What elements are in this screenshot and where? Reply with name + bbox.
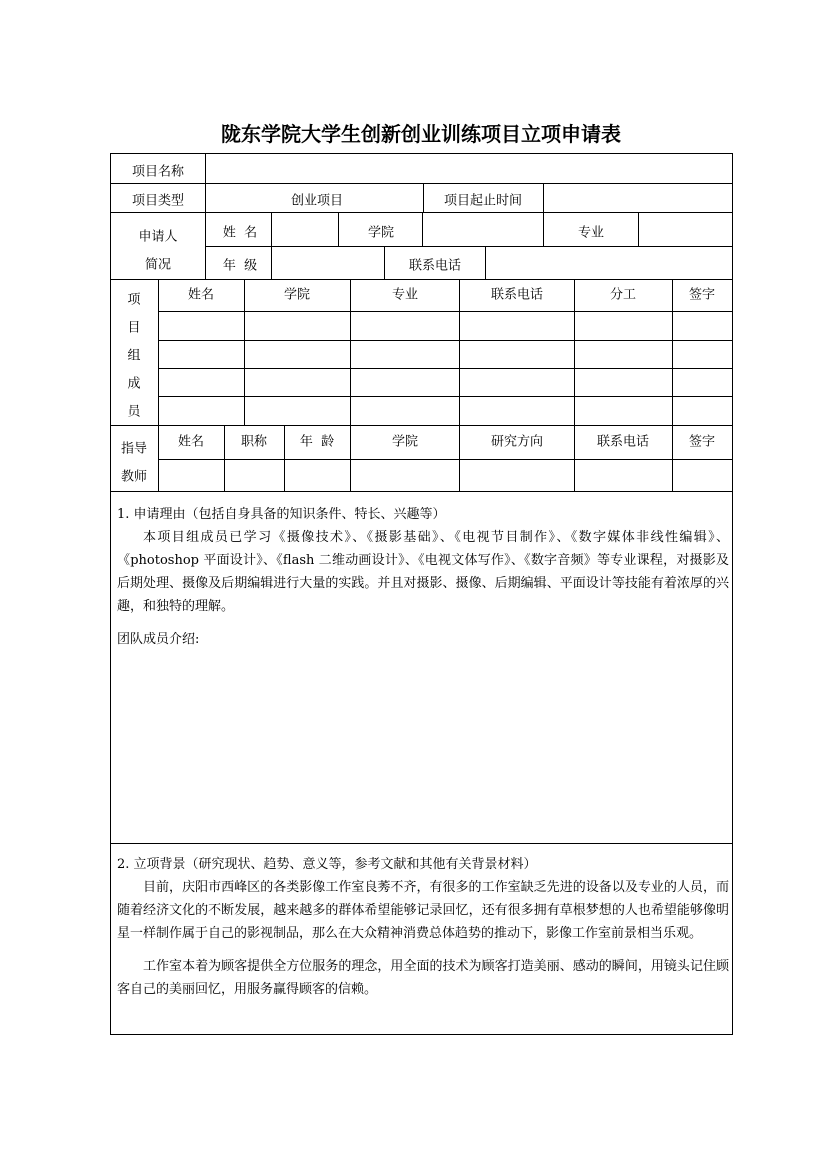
col-divider <box>459 425 460 491</box>
row-divider <box>110 425 733 426</box>
project-name-label: 项目名称 <box>131 164 185 180</box>
col-divider <box>350 425 351 491</box>
section2-para1: 目前，庆阳市西峰区的各类影像工作室良莠不齐，有很多的工作室缺乏先进的设备以及专业的人员，而随着经济文化的不断发展，越来越多的群体希望能够记录回忆，还有很多拥有草根梦想的人也希望能够像明星一样制作属于自己的影视制品，那么在大众精神消费总体趋势的推动下，影像工作室前景相当乐观。 <box>117 880 729 941</box>
col-divider <box>205 153 206 279</box>
members-header-phone: 联系电话 <box>490 287 544 303</box>
row-divider <box>110 183 733 184</box>
col-divider <box>271 246 272 279</box>
col-divider <box>158 425 159 491</box>
table-border-right <box>732 153 733 1035</box>
col-divider <box>543 212 544 246</box>
form-title: 陇东学院大学生创新创业训练项目立项申请表 <box>221 122 621 146</box>
members-header-signature: 签字 <box>688 287 716 303</box>
table-border-left <box>110 153 111 1035</box>
section2-para2: 工作室本着为顾客提供全方位服务的理念，用全面的技术为顾客打造美丽、感动的瞬间，用镜头记住顾客自己的美丽回忆，用服务赢得顾客的信赖。 <box>117 959 729 997</box>
section1-heading: 1. 申请理由（包括自身具备的知识条件、特长、兴趣等） <box>117 507 446 522</box>
col-divider <box>158 279 159 425</box>
advisor-header-name: 姓名 <box>177 434 205 450</box>
project-type-label: 项目类型 <box>131 193 185 209</box>
members-side-label: 员 <box>127 404 141 420</box>
team-intro-label: 团队成员介绍: <box>117 632 200 647</box>
col-divider <box>384 246 385 279</box>
col-divider <box>224 425 225 491</box>
members-side-label: 项 <box>127 292 141 308</box>
advisor-header-age: 年 龄 <box>299 434 335 450</box>
row-divider <box>158 459 733 460</box>
applicant-major-label: 专业 <box>577 225 605 241</box>
col-divider <box>543 183 544 212</box>
advisor-header-title: 职称 <box>240 434 268 450</box>
col-divider <box>284 425 285 491</box>
applicant-college-label: 学院 <box>367 225 395 241</box>
col-divider <box>485 246 486 279</box>
col-divider <box>574 425 575 491</box>
col-divider <box>271 212 272 246</box>
members-side-label: 成 <box>127 376 141 392</box>
members-header-name: 姓名 <box>187 287 215 303</box>
applicant-label-line1: 申请人 <box>138 229 178 245</box>
project-background-section <box>117 853 729 1001</box>
col-divider <box>459 279 460 425</box>
section2-heading: 2. 立项背景（研究现状、趋势、意义等，参考文献和其他有关背景材料） <box>117 857 537 872</box>
members-side-label: 目 <box>127 320 141 336</box>
project-name-field[interactable] <box>208 155 728 181</box>
applicant-name-label: 姓 名 <box>222 225 258 241</box>
col-divider <box>423 183 424 212</box>
applicant-phone-label: 联系电话 <box>408 258 462 274</box>
table-border-top <box>110 153 733 154</box>
row-divider <box>110 491 733 492</box>
advisor-header-phone: 联系电话 <box>596 434 650 450</box>
col-divider <box>638 212 639 246</box>
advisor-header-college: 学院 <box>391 434 419 450</box>
application-reason-section <box>117 503 729 651</box>
applicant-label-line2: 简况 <box>144 257 172 273</box>
col-divider <box>574 279 575 425</box>
members-side-label: 组 <box>127 348 141 364</box>
table-border-bottom <box>110 1034 733 1035</box>
advisor-label-line2: 教师 <box>120 469 148 485</box>
applicant-grade-label: 年 级 <box>222 258 258 274</box>
col-divider <box>338 212 339 246</box>
col-divider <box>672 425 673 491</box>
row-divider <box>110 843 733 844</box>
members-header-major: 专业 <box>391 287 419 303</box>
section1-body: 本项目组成员已学习《摄像技术》、《摄影基础》、《电视节目制作》、《数字媒体非线性编辑》、《photoshop 平面设计》、《flash 二维动画设计》、《电视文体写作》、《数字音频》等专业课程，对摄影及后期处理、摄像及后期编辑进行大量的实践。并且对摄影、摄像、后期编辑、平面设计等技能有着浓厚的兴趣，和独特的理解。 <box>117 530 729 614</box>
members-header-role: 分工 <box>609 287 637 303</box>
row-divider <box>205 246 733 247</box>
advisor-header-research: 研究方向 <box>490 434 544 450</box>
col-divider <box>244 279 245 425</box>
project-type-value: 创业项目 <box>290 193 344 209</box>
advisor-header-signature: 签字 <box>688 434 716 450</box>
row-divider <box>110 279 733 280</box>
members-header-college: 学院 <box>283 287 311 303</box>
col-divider <box>350 279 351 425</box>
col-divider <box>672 279 673 425</box>
col-divider <box>422 212 423 246</box>
advisor-label-line1: 指导 <box>120 441 148 457</box>
project-period-label: 项目起止时间 <box>443 193 523 209</box>
